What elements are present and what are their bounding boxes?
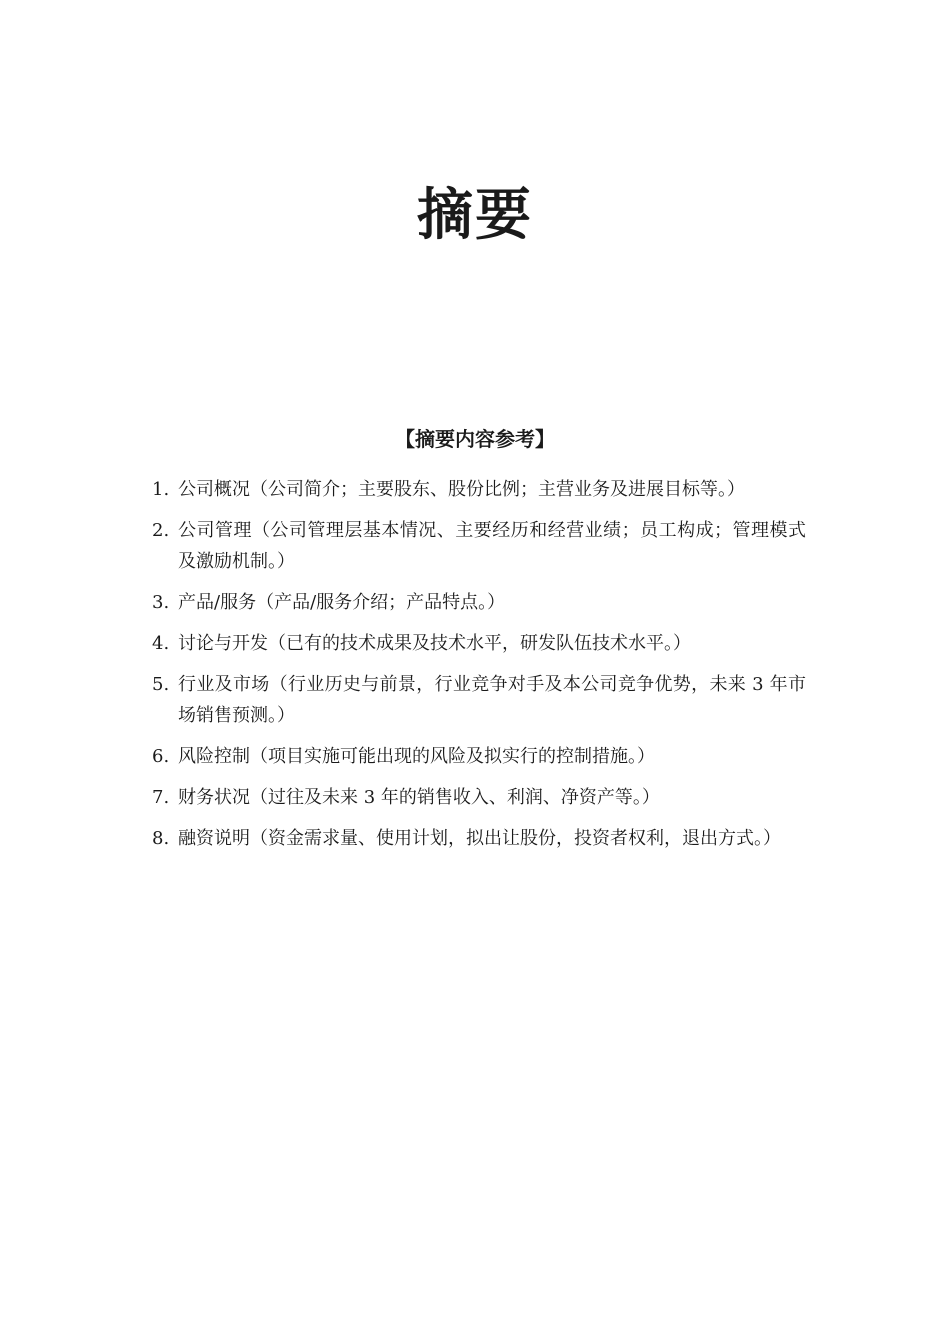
- list-item: [152, 628, 806, 659]
- section-heading: 【摘要内容参考】: [395, 427, 555, 451]
- item-number: 3.: [152, 592, 170, 613]
- list-item: [152, 669, 806, 731]
- summary-reference-list: [152, 474, 806, 864]
- item-text: 风险控制（项目实施可能出现的风险及拟实行的控制措施。）: [178, 746, 655, 767]
- item-number: 8.: [152, 828, 170, 849]
- item-number: 4.: [152, 633, 170, 654]
- item-text: 财务状况（过往及未来 3 年的销售收入、利润、净资产等。）: [178, 787, 660, 808]
- item-text: 产品/服务（产品/服务介绍；产品特点。）: [178, 592, 506, 613]
- item-text: 行业及市场（行业历史与前景，行业竞争对手及本公司竞争优势，未来 3 年市场销售预测。）: [178, 674, 806, 726]
- list-item: [152, 587, 806, 618]
- list-item: [152, 741, 806, 772]
- item-number: 5.: [152, 674, 170, 695]
- item-text: 公司管理（公司管理层基本情况、主要经历和经营业绩；员工构成；管理模式及激励机制。）: [178, 520, 806, 572]
- list-item: [152, 782, 806, 813]
- list-item: [152, 474, 806, 505]
- item-number: 1.: [152, 479, 170, 500]
- item-text: 公司概况（公司简介；主要股东、股份比例；主营业务及进展目标等。）: [178, 479, 745, 500]
- item-text: 讨论与开发（已有的技术成果及技术水平，研发队伍技术水平。）: [178, 633, 691, 654]
- item-number: 2.: [152, 520, 170, 541]
- page-title: 摘要: [417, 182, 533, 248]
- item-number: 7.: [152, 787, 170, 808]
- list-item: [152, 515, 806, 577]
- item-text: 融资说明（资金需求量、使用计划，拟出让股份，投资者权利，退出方式。）: [178, 828, 781, 849]
- item-number: 6.: [152, 746, 170, 767]
- list-item: [152, 823, 806, 854]
